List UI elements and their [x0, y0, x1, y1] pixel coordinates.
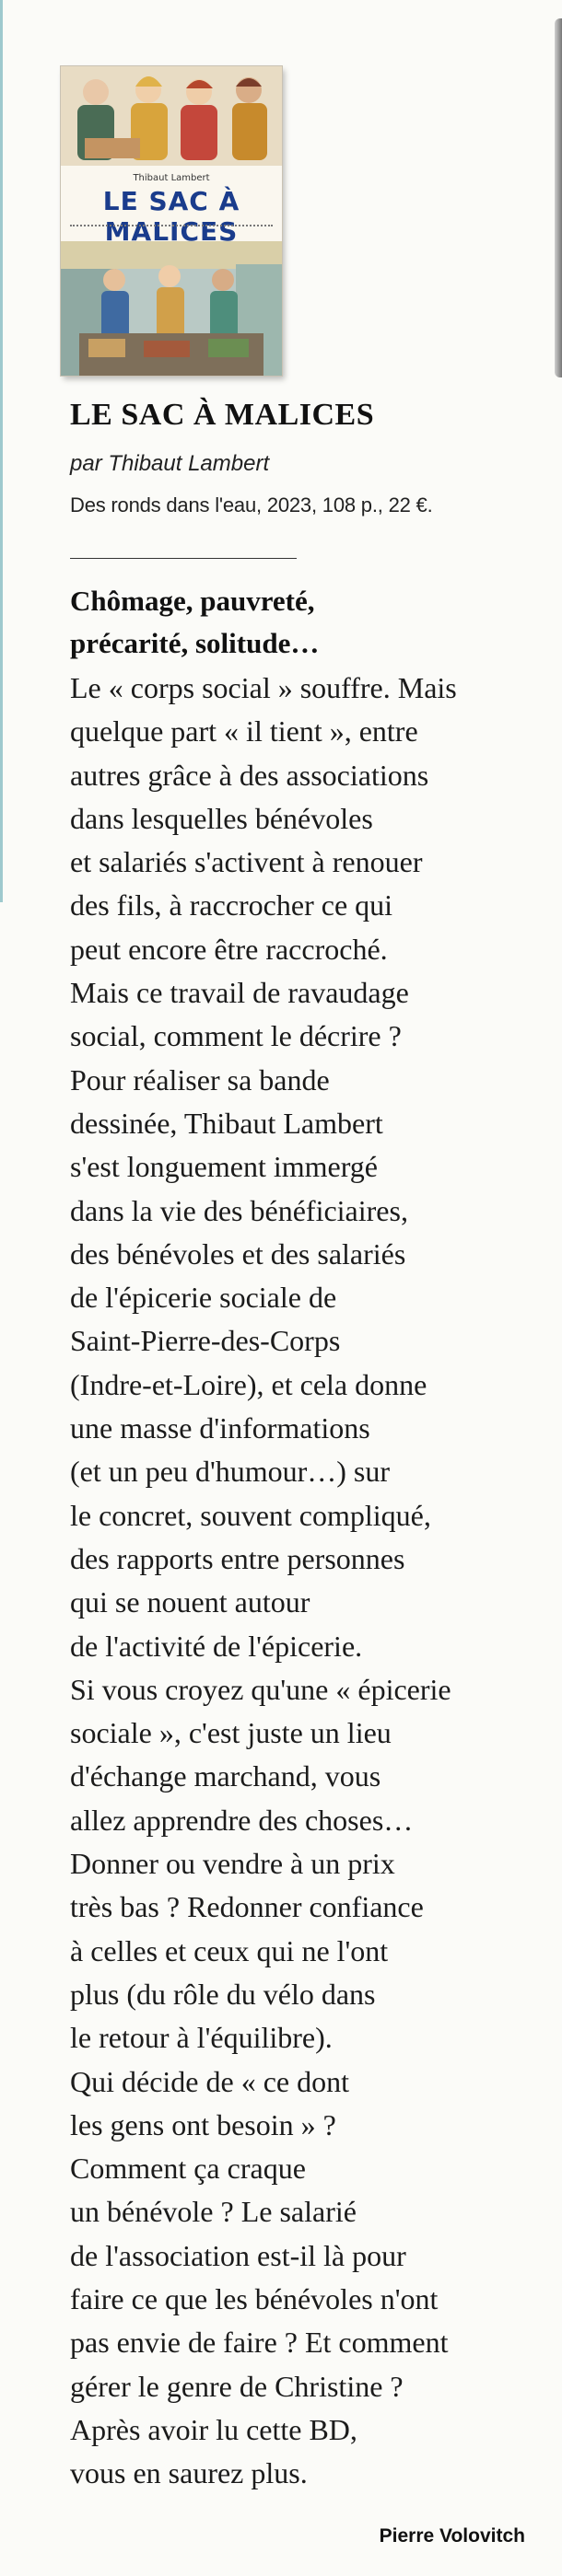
review-body-line: des fils, à raccrocher ce qui: [70, 888, 393, 922]
review-body-line: vous en saurez plus.: [70, 2456, 308, 2490]
review-body: [70, 667, 549, 2495]
cover-author-text: Thibaut Lambert: [133, 173, 210, 183]
review-body-line: sociale », c'est juste un lieu: [70, 1716, 392, 1750]
review-body-line: Mais ce travail de ravaudage: [70, 976, 409, 1010]
review-body-line: Qui décide de « ce dont: [70, 2064, 349, 2098]
review-body-line: Après avoir lu cette BD,: [70, 2412, 357, 2446]
review-body-line: les gens ont besoin » ?: [70, 2107, 336, 2141]
review-body-line: de l'association est-il là pour: [70, 2238, 406, 2272]
review-body-line: autres grâce à des associations: [70, 758, 429, 792]
review-body-line: des rapports entre personnes: [70, 1541, 405, 1575]
review-body-line: de l'activité de l'épicerie.: [70, 1629, 363, 1663]
review-body-line: Pour réaliser sa bande: [70, 1062, 330, 1097]
review-body-line: allez apprendre des choses…: [70, 1803, 414, 1837]
review-body-line: d'échange marchand, vous: [70, 1759, 381, 1793]
review-body-line: le retour à l'équilibre).: [70, 2021, 333, 2055]
book-author: par Thibaut Lambert: [70, 451, 270, 476]
cover-title-text: LE SAC À MALICES: [102, 186, 240, 247]
left-margin-rule: [0, 0, 3, 902]
review-body-line: quelque part « il tient », entre: [70, 714, 418, 748]
adjacent-page-edge: [555, 18, 562, 377]
review-lead: [70, 580, 531, 665]
book-publication-details: Des ronds dans l'eau, 2023, 108 p., 22 €.: [70, 493, 433, 516]
review-body-line: dans lesquelles bénévoles: [70, 801, 373, 835]
review-body-line: pas envie de faire ? Et comment: [70, 2326, 449, 2360]
review-body-line: faire ce que les bénévoles n'ont: [70, 2281, 439, 2315]
review-body-line: le concret, souvent compliqué,: [70, 1498, 431, 1532]
review-body-line: une masse d'informations: [70, 1411, 370, 1445]
review-body-line: de l'épicerie sociale de: [70, 1281, 337, 1315]
separator-line: [70, 558, 297, 559]
review-lead-line: précarité, solitude…: [70, 627, 320, 659]
book-cover-image: [61, 66, 282, 376]
review-body-line: social, comment le décrire ?: [70, 1019, 402, 1053]
review-body-line: (Indre-et-Loire), et cela donne: [70, 1367, 427, 1401]
review-body-line: Le « corps social » souffre. Mais: [70, 671, 457, 704]
review-body-line: (et un peu d'humour…) sur: [70, 1455, 391, 1489]
review-body-line: Comment ça craque: [70, 2152, 306, 2186]
review-body-line: à celles et ceux qui ne l'ont: [70, 1933, 389, 1967]
review-body-line: peut encore être raccroché.: [70, 932, 388, 966]
review-body-line: plus (du rôle du vélo dans: [70, 1977, 376, 2011]
review-body-line: s'est longuement immergé: [70, 1150, 378, 1184]
cover-tagline: [70, 225, 273, 234]
book-title: LE SAC À MALICES: [70, 398, 375, 432]
review-body-line: des bénévoles et des salariés: [70, 1236, 406, 1271]
review-body-line: gérer le genre de Christine ?: [70, 2369, 404, 2403]
review-body-line: dans la vie des bénéficiaires,: [70, 1193, 408, 1227]
review-body-line: Donner ou vendre à un prix: [70, 1847, 395, 1881]
review-body-line: un bénévole ? Le salarié: [70, 2195, 357, 2229]
review-signature: Pierre Volovitch: [379, 2525, 525, 2547]
review-body-line: Saint-Pierre-des-Corps: [70, 1324, 341, 1358]
review-body-line: et salariés s'activent à renouer: [70, 845, 423, 879]
review-body-line: très bas ? Redonner confiance: [70, 1890, 424, 1924]
review-body-line: dessinée, Thibaut Lambert: [70, 1106, 383, 1140]
review-lead-line: Chômage, pauvreté,: [70, 585, 315, 617]
review-body-line: qui se nouent autour: [70, 1585, 310, 1619]
review-body-line: Si vous croyez qu'une « épicerie: [70, 1672, 451, 1706]
